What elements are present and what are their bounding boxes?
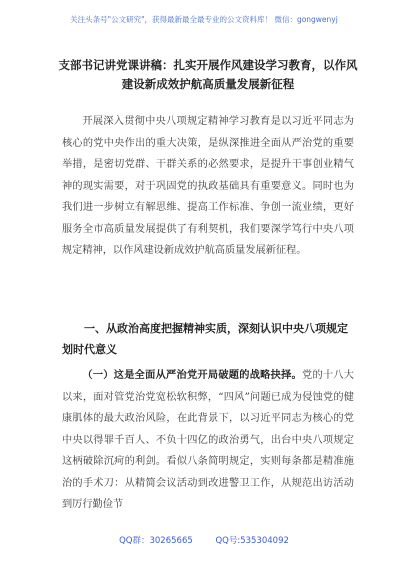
paragraph-section-1-1 bbox=[62, 365, 354, 516]
qq-group-text: QQ群：30265665 bbox=[119, 536, 193, 546]
qq-number-text: QQ号:535304092 bbox=[215, 536, 289, 546]
document-title: 支部书记讲党课讲稿：扎实开展作风建设学习教育，以作风建设新成效护航高质量发展新征程 bbox=[58, 58, 358, 91]
footer-contact bbox=[0, 534, 408, 546]
section-heading-1: 一、从政治高度把握精神实质，深刻认识中央八项规定划时代意义 bbox=[62, 322, 348, 356]
paragraph-lead: （一）这是全面从严治党开局破题的战略抉择。 bbox=[82, 369, 302, 381]
paragraph-intro: 开展深入贯彻中央八项规定精神学习教育是以习近平同志为核心的党中央作出的重大决策，是纵深推进全面从严治党的重要举措，是密切党群、干群关系的必然要求，是提升干事创业精气神的现实需要，对于巩固党的执政基础具有重要意义。同时也为我们进一步树立有解思维、提高工作标准、争创一流业绩，更好服务全市高质量发展提供了有利契机，我们要深学笃行中央八项规定精神，以作风建设新成效护航高质量发展新征程。 bbox=[62, 116, 354, 256]
header-banner: 关注头条号"公文研究"，获得最新最全最专业的公文资料库！ 微信：gongwenyj bbox=[70, 15, 338, 24]
paragraph-body: 党的十八大以来，面对管党治党宽松软积弊，“四风”问题已成为侵蚀党的健康肌体的最大政治风险，在此背景下，以习近平同志为核心的党中央以得罪千百人、不负十四亿的政治勇气，出台中央八项规定这柄破除沉疴的利剑。看似八条简明规定，实则每条都是精准施治的手术刀：从精简会议活动到改进警卫工作，从规范出访活动到厉行勤俭节 bbox=[62, 370, 354, 510]
